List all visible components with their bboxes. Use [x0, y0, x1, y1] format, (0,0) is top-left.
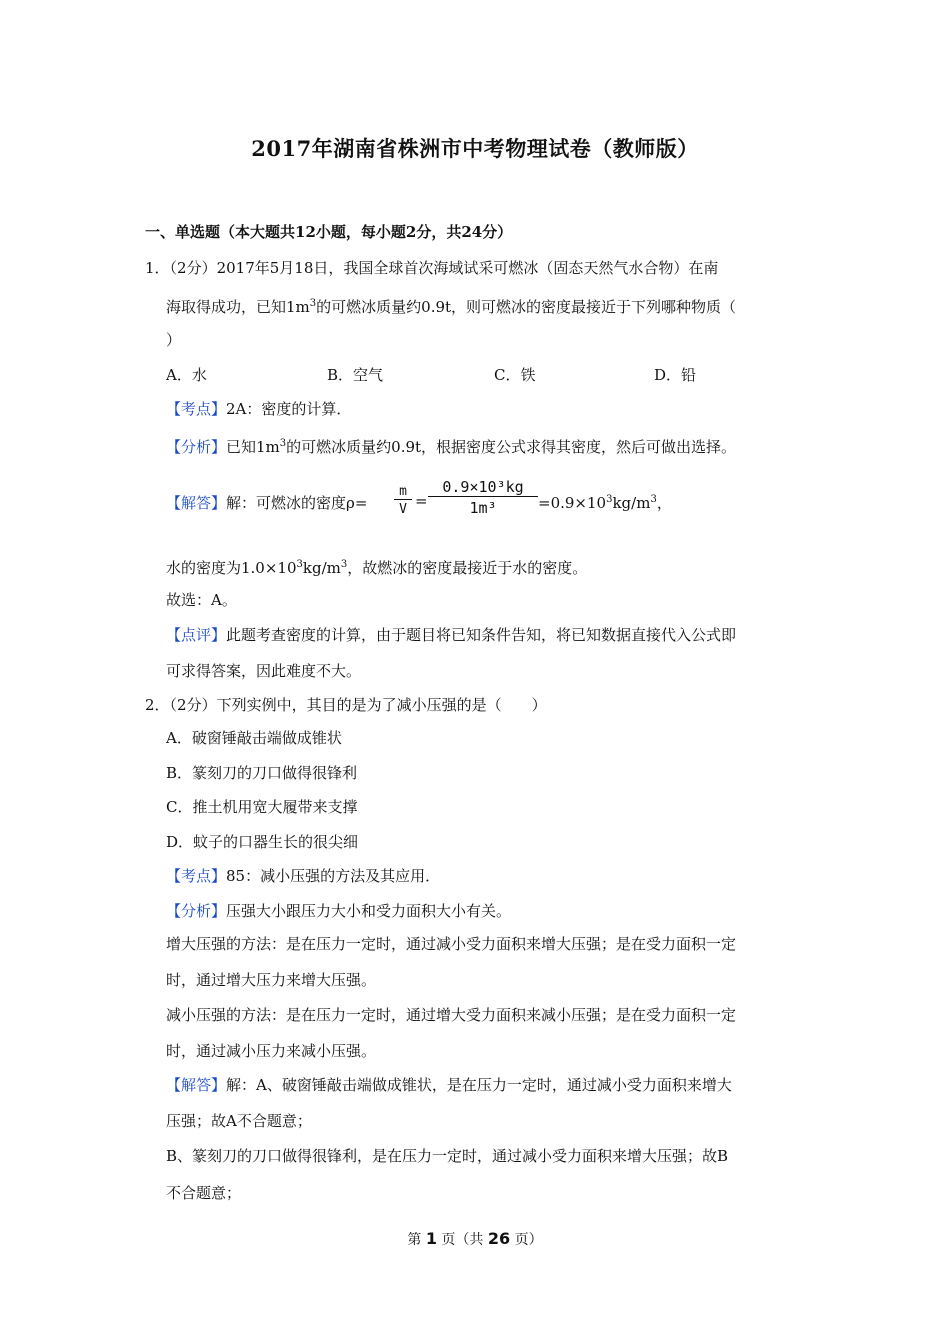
q2-option-d: D．蚊子的口器生长的很尖细	[166, 833, 359, 851]
q2-decrease-line2: 时，通过减小压力来减小压强。	[166, 1042, 377, 1060]
kaodian-tag: 【考点】	[166, 400, 227, 418]
footer-text-2: 页（共	[436, 1232, 488, 1248]
page-footer	[0, 1229, 950, 1249]
q1-option-c: C．铁	[494, 366, 536, 384]
q1-option-d: D．铅	[654, 366, 697, 384]
page-number: 1	[425, 1229, 437, 1248]
q1-stem-text: 海取得成功，已知1m	[166, 298, 310, 316]
fenxi-sup: 3	[279, 438, 287, 449]
q1-option-b: B．空气	[327, 366, 384, 384]
fraction-numerator: 0.9×10³kg	[428, 478, 538, 497]
q1-fenxi	[166, 434, 736, 457]
jieda-tag: 【解答】	[166, 494, 227, 512]
q2-option-a: A．破窗锤敲击端做成锥状	[166, 729, 342, 747]
kaodian-text: 85：减小压强的方法及其应用．	[226, 867, 441, 885]
jieda-text: 解：A、破窗锤敲击端做成锥状，是在压力一定时，通过减小受力面积来增大	[226, 1076, 732, 1094]
q1-choice: 故选：A。	[166, 591, 237, 609]
jieda-tag: 【解答】	[166, 1076, 227, 1094]
q1-stem-line2	[166, 294, 736, 317]
q2-increase-line2: 时，通过增大压力来增大压强。	[166, 971, 377, 989]
result-sup: 3	[606, 494, 613, 505]
jieda-text: 解：可燃冰的密度ρ=	[226, 494, 368, 512]
water-text: 水的密度为1.0×10	[166, 559, 297, 577]
kaodian-text: 2A：密度的计算．	[226, 400, 352, 418]
q1-option-a: A．水	[166, 366, 207, 384]
water-unit: kg/m	[302, 559, 341, 577]
fenxi-tag: 【分析】	[166, 902, 227, 920]
fraction-m-over-v	[394, 484, 412, 517]
q2-jieda	[166, 1075, 732, 1095]
q2-b-analysis-line2: 不合题意；	[166, 1184, 242, 1202]
q2-kaodian	[166, 866, 440, 886]
q2-fenxi	[166, 901, 511, 921]
page-total: 26	[487, 1229, 511, 1248]
q2-stem: 2．（2分）下列实例中，其目的是为了减小压强的是（ ）	[145, 696, 547, 714]
water-sup: 3	[296, 559, 303, 570]
fraction-denominator: V	[399, 502, 407, 517]
result-comma: ，	[656, 494, 672, 512]
section-heading: 一、单选题（本大题共12小题，每小题2分，共24分）	[145, 223, 513, 241]
page-title: 2017年湖南省株洲市中考物理试卷（教师版）	[251, 136, 699, 161]
kaodian-tag: 【考点】	[166, 867, 227, 885]
q1-kaodian	[166, 399, 351, 419]
q1-density-formula	[166, 475, 686, 535]
result-text: =0.9×10	[538, 494, 607, 512]
water-unit-sup: 3	[340, 559, 348, 570]
dianping-tag: 【点评】	[166, 626, 227, 644]
fenxi-text: 压强大小跟压力大小和受力面积大小有关。	[226, 902, 512, 920]
footer-text: 第	[407, 1232, 426, 1248]
equals-sign: =	[415, 492, 428, 510]
fraction-numerator: m	[394, 484, 412, 500]
q2-option-c: C．推土机用宽大履带来支撑	[166, 798, 358, 816]
q2-jieda-line2: 压强；故A不合题意；	[166, 1112, 312, 1130]
q1-stem-line3: ）	[166, 331, 182, 349]
q1-dianping-line2: 可求得答案，因此难度不大。	[166, 662, 362, 680]
fenxi-text: 已知1m	[226, 438, 280, 456]
result-unit-sup: 3	[650, 494, 657, 505]
q1-stem-text-2: 的可燃冰质量约0.9t，则可燃冰的密度最接近于下列哪种物质（	[316, 298, 737, 316]
q2-b-analysis-line1: B、篆刻刀的刀口做得很锋利，是在压力一定时，通过减小受力面积来增大压强；故B	[166, 1147, 729, 1165]
q2-increase-line1: 增大压强的方法：是在压力一定时，通过减小受力面积来增大压强；是在受力面积一定	[166, 935, 737, 953]
q1-stem-sup: 3	[309, 298, 317, 309]
q1-dianping	[166, 625, 736, 645]
q1-water-density	[166, 555, 587, 578]
water-text-2: ，故燃冰的密度最接近于水的密度。	[347, 559, 588, 577]
q1-stem-line1: 1．（2分）2017年5月18日，我国全球首次海域试采可燃冰（固态天然气水合物）在南	[145, 259, 719, 277]
q2-decrease-line1: 减小压强的方法：是在压力一定时，通过增大受力面积来减小压强；是在受力面积一定	[166, 1006, 737, 1024]
formula-result	[538, 492, 672, 513]
fenxi-text-2: 的可燃冰质量约0.9t，根据密度公式求得其密度，然后可做出选择。	[286, 438, 737, 456]
fraction-denominator: 1m³	[469, 499, 497, 517]
fenxi-tag: 【分析】	[166, 438, 227, 456]
footer-text-3: 页）	[510, 1232, 543, 1248]
fraction-value	[428, 478, 538, 517]
formula-label	[166, 492, 367, 513]
q2-option-b: B．篆刻刀的刀口做得很锋利	[166, 764, 358, 782]
result-unit: kg/m	[612, 494, 651, 512]
dianping-text: 此题考查密度的计算，由于题目将已知条件告知，将已知数据直接代入公式即	[226, 626, 737, 644]
